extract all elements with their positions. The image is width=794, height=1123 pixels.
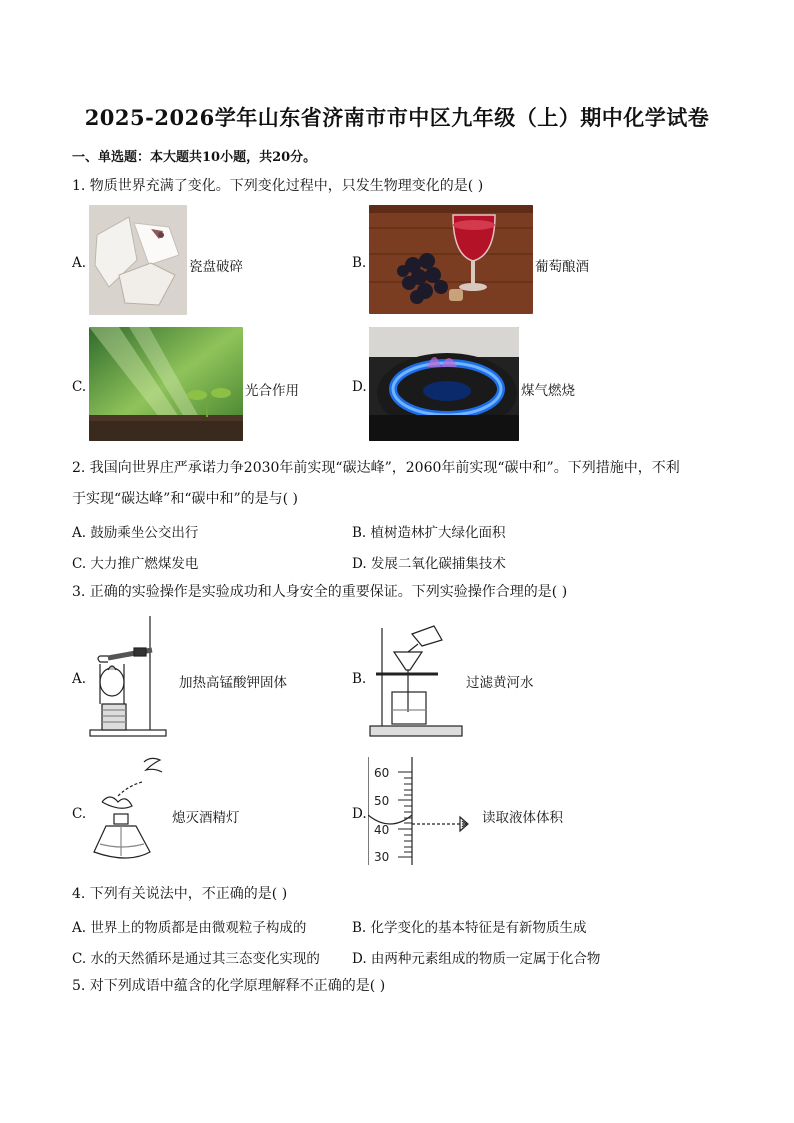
q3-option-c-label: 熄灭酒精灯 bbox=[172, 810, 240, 826]
heating-test-tube-diagram bbox=[88, 612, 168, 740]
q1-option-a-letter: A. bbox=[72, 255, 87, 271]
q1-option-b-label: 葡萄酿酒 bbox=[535, 259, 589, 275]
q1-option-c-label: 光合作用 bbox=[245, 383, 299, 399]
q4-option-b: B. 化学变化的基本特征是有新物质生成 bbox=[352, 920, 587, 936]
question-3-stem: 3. 正确的实验操作是实验成功和人身安全的重要保证。下列实验操作合理的是( ) bbox=[72, 584, 568, 600]
q3-option-c-letter: C. bbox=[72, 806, 87, 822]
gas-stove-flame-image bbox=[369, 327, 519, 441]
q1-option-a-label: 瓷盘破碎 bbox=[189, 259, 243, 275]
cylinder-tick-50: 50 bbox=[374, 794, 390, 808]
grape-wine-image bbox=[369, 205, 533, 314]
q4-option-d: D. 由两种元素组成的物质一定属于化合物 bbox=[352, 951, 601, 967]
question-2-stem-line1: 2. 我国向世界庄严承诺力争2030年前实现“碳达峰”，2060年前实现“碳中和”。下列措施中，不利 bbox=[72, 460, 680, 476]
cylinder-tick-60: 60 bbox=[374, 766, 390, 780]
q3-option-a-letter: A. bbox=[72, 671, 87, 687]
q1-option-b-letter: B. bbox=[352, 255, 367, 271]
q3-option-b-letter: B. bbox=[352, 671, 367, 687]
section-heading: 一、单选题：本大题共10小题，共20分。 bbox=[72, 150, 317, 165]
q3-option-d-letter: D. bbox=[352, 806, 367, 822]
question-1-stem: 1. 物质世界充满了变化。下列变化过程中，只发生物理变化的是( ) bbox=[72, 178, 484, 194]
q1-option-d-letter: D. bbox=[352, 379, 367, 395]
q4-option-a: A. 世界上的物质都是由微观粒子构成的 bbox=[72, 920, 307, 936]
broken-plate-image bbox=[89, 205, 187, 315]
q2-option-c: C. 大力推广燃煤发电 bbox=[72, 556, 199, 572]
q2-option-a: A. 鼓励乘坐公交出行 bbox=[72, 525, 199, 541]
cylinder-tick-40: 40 bbox=[374, 823, 390, 837]
alcohol-lamp-extinguish-diagram bbox=[88, 752, 170, 872]
cylinder-tick-30: 30 bbox=[374, 850, 390, 864]
q3-option-d-label: 读取液体体积 bbox=[482, 810, 563, 826]
photosynthesis-image bbox=[89, 327, 243, 441]
question-4-stem: 4. 下列有关说法中，不正确的是( ) bbox=[72, 886, 288, 902]
q1-option-d-label: 煤气燃烧 bbox=[521, 383, 575, 399]
q3-option-a-label: 加热高锰酸钾固体 bbox=[179, 675, 287, 691]
filtration-diagram bbox=[368, 616, 464, 738]
q2-option-b: B. 植树造林扩大绿化面积 bbox=[352, 525, 506, 541]
q1-option-c-letter: C. bbox=[72, 379, 87, 395]
question-5-stem: 5. 对下列成语中蕴含的化学原理解释不正确的是( ) bbox=[72, 978, 386, 994]
question-2-stem-line2: 于实现“碳达峰”和“碳中和”的是与( ) bbox=[72, 491, 299, 507]
page-title: 2025-2026学年山东省济南市市中区九年级（上）期中化学试卷 bbox=[84, 105, 710, 130]
q2-option-d: D. 发展二氧化碳捕集技术 bbox=[352, 556, 506, 572]
q4-option-c: C. 水的天然循环是通过其三态变化实现的 bbox=[72, 951, 320, 967]
graduated-cylinder-diagram bbox=[368, 757, 480, 869]
q3-option-b-label: 过滤黄河水 bbox=[466, 675, 534, 691]
